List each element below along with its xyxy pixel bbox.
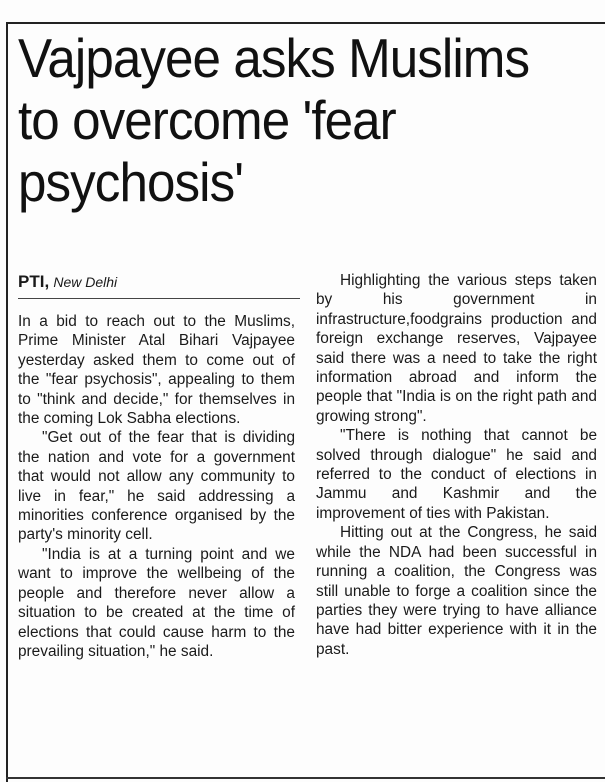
paragraph: "Get out of the fear that is dividing the nation and vote for a government that would not allow any community to live in fear," he said addressing a minorities conference organised by the party's minority cell.	[18, 429, 295, 544]
article-column-right	[316, 271, 597, 659]
top-border-rule	[6, 22, 605, 24]
byline-rule	[18, 298, 300, 299]
paragraph: In a bid to reach out to the Muslims, Prime Minister Atal Bihari Vajpayee yesterday asked them to come out of the "fear psychosis", appealing to them to "think and decide," for themselves in the coming Lok Sabha elections.	[18, 313, 295, 428]
byline	[18, 272, 300, 293]
byline-agency: PTI,	[18, 272, 50, 291]
paragraph: Hitting out at the Congress, he said while the NDA had been successful in running a coalition, the Congress was still unable to forge a coalition since the parties they were trying to have alliance have had bitter experience with it in the past.	[316, 524, 597, 658]
paragraph: "India is at a turning point and we want to improve the wellbeing of the people and therefore never allow a situation to be created at the time of elections that could cause harm to the prevailing situation," he said.	[18, 545, 295, 660]
left-border-rule	[6, 22, 8, 782]
byline-place: New Delhi	[53, 274, 118, 290]
headline: Vajpayee asks Muslims to overcome 'fear psychosis'	[18, 27, 530, 213]
bottom-border-rule	[6, 777, 605, 779]
paragraph: "There is nothing that cannot be solved through dialogue" he said and referred to the conduct of elections in Jammu and Kashmir and the improvement of ties with Pakistan.	[316, 427, 597, 522]
article-column-left	[18, 312, 295, 661]
paragraph: Highlighting the various steps taken by his government in infrastructure,foodgrains production and foreign exchange reserves, Vajpayee said there was a need to take the right information abroad and inform the people that "India is on the right path and growing strong".	[316, 272, 597, 425]
